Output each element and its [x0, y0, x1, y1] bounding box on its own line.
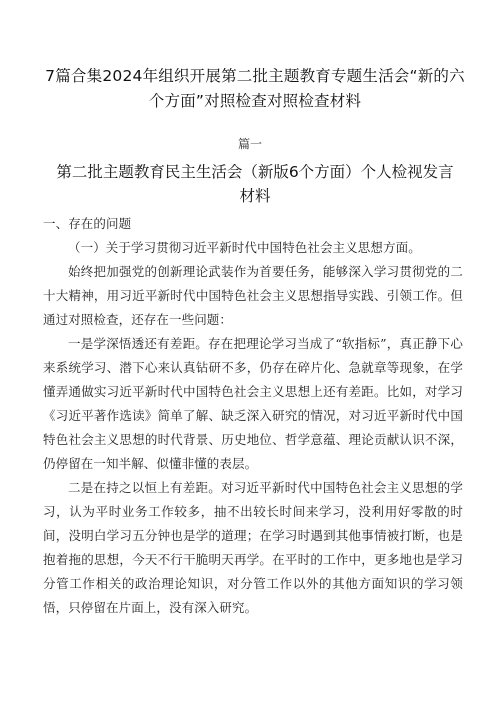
section-number: 篇一 — [237, 137, 262, 151]
paragraph: 一是学深悟透还有差距。存在把理论学习当成了“软指标”，真正静下心来系统学习、潜下心来认真钻研不多，仍存在碎片化、急就章等现象，在学懂弄通做实习近平新时代中国特色社会主义思想上还有差距。比如，对学习《习近平著作选读》简单了解、缺乏深入研究的情况，对习近平新时代中国特色社会主义思想的时代背景、历史地位、哲学意蕴、理论贡献认识不深，仍停留在一知半解、似懂非懂的表层。 — [43, 336, 463, 471]
document-body — [43, 212, 463, 620]
section-title: 第二批主题教育民主生活会（新版6个方面）个人检视发言材料 — [56, 163, 454, 205]
document-title: 7篇合集2024年组织开展第二批主题教育专题生活会“新的六个方面”对照检查对照检查材料 — [45, 67, 465, 110]
paragraph: 二是在持之以恒上有差距。对习近平新时代中国特色社会主义思想的学习，认为平时业务工作较多，抽不出较长时间来学习，没利用好零散的时间，没明白学习五分钟也是学的道理；在学习时遇到其他事情被打断，也是抱着拖的思想，今天不行干脆明天再学。在平时的工作中，更多地也是学习分管工作相关的政治理论知识，对分管工作以外的其他方面知识的学习领悟，只停留在片面上，没有深入研究。 — [43, 480, 463, 615]
heading-level-2: （一）关于学习贯彻习近平新时代中国特色社会主义思想方面。 — [68, 240, 421, 255]
heading-level-1: 一、存在的问题 — [43, 216, 132, 231]
paragraph: 始终把加强党的创新理论武装作为首要任务，能够深入学习贯彻党的二十大精神，用习近平新时代中国特色社会主义思想指导实践、引领工作。但通过对照检查，还存在一些问题： — [43, 264, 463, 327]
